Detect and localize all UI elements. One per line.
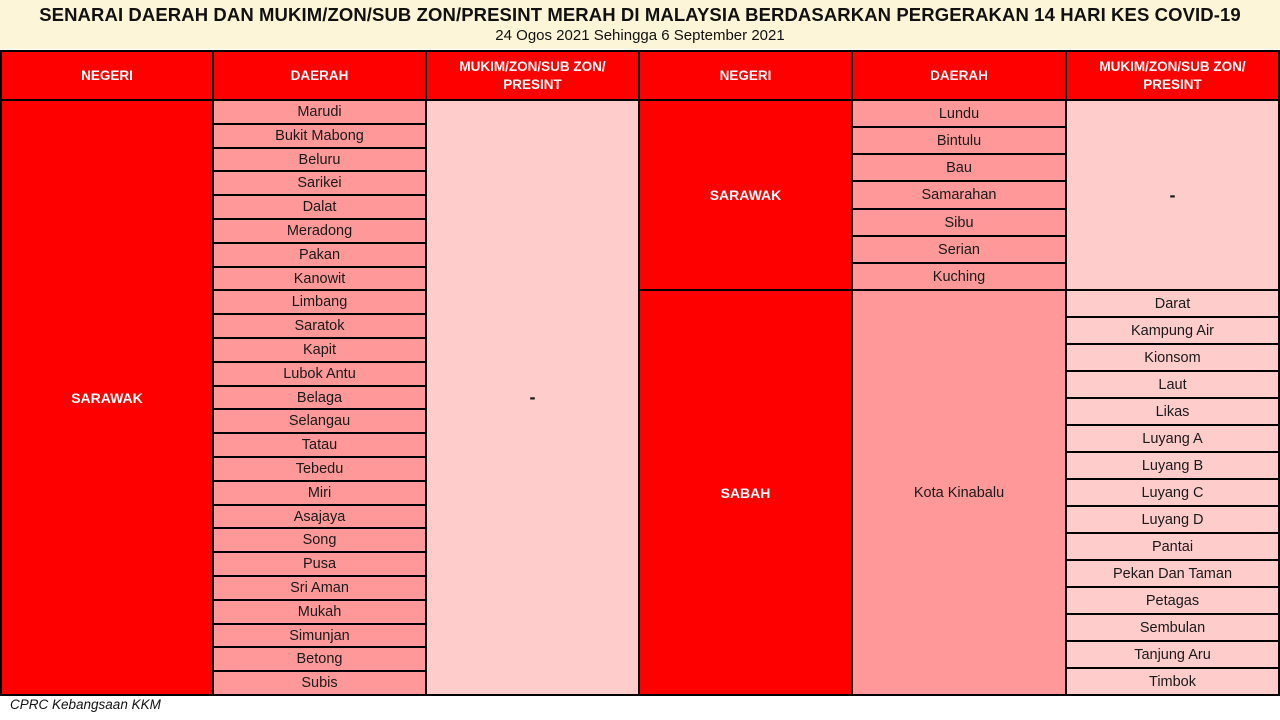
mukim-row-sabah: Tanjung Aru [1067, 642, 1278, 667]
daerah-row-left: Bukit Mabong [214, 125, 425, 147]
daerah-row-left: Marudi [214, 101, 425, 123]
daerah-row-left: Kapit [214, 339, 425, 361]
daerah-row-left: Mukah [214, 601, 425, 623]
header-mukim-left: MUKIM/ZON/SUB ZON/ PRESINT [427, 52, 638, 99]
mukim-row-sabah: Luyang D [1067, 507, 1278, 532]
mukim-row-sabah: Luyang C [1067, 480, 1278, 505]
daerah-row-right: Kuching [853, 264, 1065, 289]
mukim-row-sabah: Luyang B [1067, 453, 1278, 478]
daerah-row-left: Lubok Antu [214, 363, 425, 385]
daerah-row-left: Betong [214, 648, 425, 670]
page-subtitle: 24 Ogos 2021 Sehingga 6 September 2021 [495, 27, 785, 44]
daerah-row-right: Samarahan [853, 182, 1065, 208]
mukim-row-sabah: Luyang A [1067, 426, 1278, 451]
daerah-row-left: Selangau [214, 410, 425, 432]
mukim-row-sabah: Laut [1067, 372, 1278, 397]
daerah-row-left: Kanowit [214, 268, 425, 289]
daerah-row-right: Sibu [853, 210, 1065, 235]
daerah-row-left: Dalat [214, 196, 425, 218]
daerah-row-left: Meradong [214, 220, 425, 242]
daerah-row-right: Lundu [853, 101, 1065, 126]
mukim-row-sabah: Timbok [1067, 669, 1278, 694]
daerah-row-right: Serian [853, 237, 1065, 262]
negeri-sarawak-left: SARAWAK [2, 101, 212, 694]
mukim-row-sabah: Sembulan [1067, 615, 1278, 640]
mukim-left-dash: - [427, 101, 638, 694]
mukim-row-sabah: Darat [1067, 291, 1278, 316]
mukim-row-sabah: Kionsom [1067, 345, 1278, 370]
daerah-kota-kinabalu: Kota Kinabalu [853, 291, 1065, 694]
daerah-row-left: Belaga [214, 387, 425, 408]
negeri-sarawak-right: SARAWAK [640, 101, 851, 289]
mukim-row-sabah: Likas [1067, 399, 1278, 424]
daerah-row-left: Asajaya [214, 506, 425, 527]
header-mukim-right: MUKIM/ZON/SUB ZON/ PRESINT [1067, 52, 1278, 99]
daerah-row-left: Subis [214, 672, 425, 694]
header-daerah-right: DAERAH [853, 52, 1065, 99]
daerah-row-left: Sarikei [214, 172, 425, 194]
daerah-row-left: Beluru [214, 149, 425, 170]
red-zone-table [0, 50, 1280, 696]
daerah-row-left: Tatau [214, 434, 425, 456]
page-title: SENARAI DAERAH DAN MUKIM/ZON/SUB ZON/PRESINT MERAH DI MALAYSIA BERDASARKAN PERGERAKAN 14 HARI KES COVID-19 [39, 4, 1241, 25]
header-negeri-right: NEGERI [640, 52, 851, 99]
mukim-row-sabah: Kampung Air [1067, 318, 1278, 343]
daerah-row-left: Song [214, 529, 425, 551]
daerah-row-left: Pakan [214, 244, 425, 266]
header-daerah-left: DAERAH [214, 52, 425, 99]
mukim-right-dash: - [1067, 101, 1278, 289]
daerah-row-left: Saratok [214, 315, 425, 337]
footer-source: CPRC Kebangsaan KKM [10, 697, 161, 712]
header-banner [0, 0, 1280, 49]
daerah-row-right: Bau [853, 155, 1065, 180]
daerah-row-left: Sri Aman [214, 577, 425, 599]
negeri-sabah: SABAH [640, 291, 851, 694]
mukim-row-sabah: Pekan Dan Taman [1067, 561, 1278, 586]
mukim-row-sabah: Pantai [1067, 534, 1278, 559]
daerah-row-left: Tebedu [214, 458, 425, 480]
daerah-row-left: Limbang [214, 291, 425, 313]
header-negeri-left: NEGERI [2, 52, 212, 99]
daerah-row-left: Miri [214, 482, 425, 504]
mukim-row-sabah: Petagas [1067, 588, 1278, 613]
daerah-row-left: Pusa [214, 553, 425, 575]
daerah-row-right: Bintulu [853, 128, 1065, 153]
daerah-row-left: Simunjan [214, 625, 425, 646]
